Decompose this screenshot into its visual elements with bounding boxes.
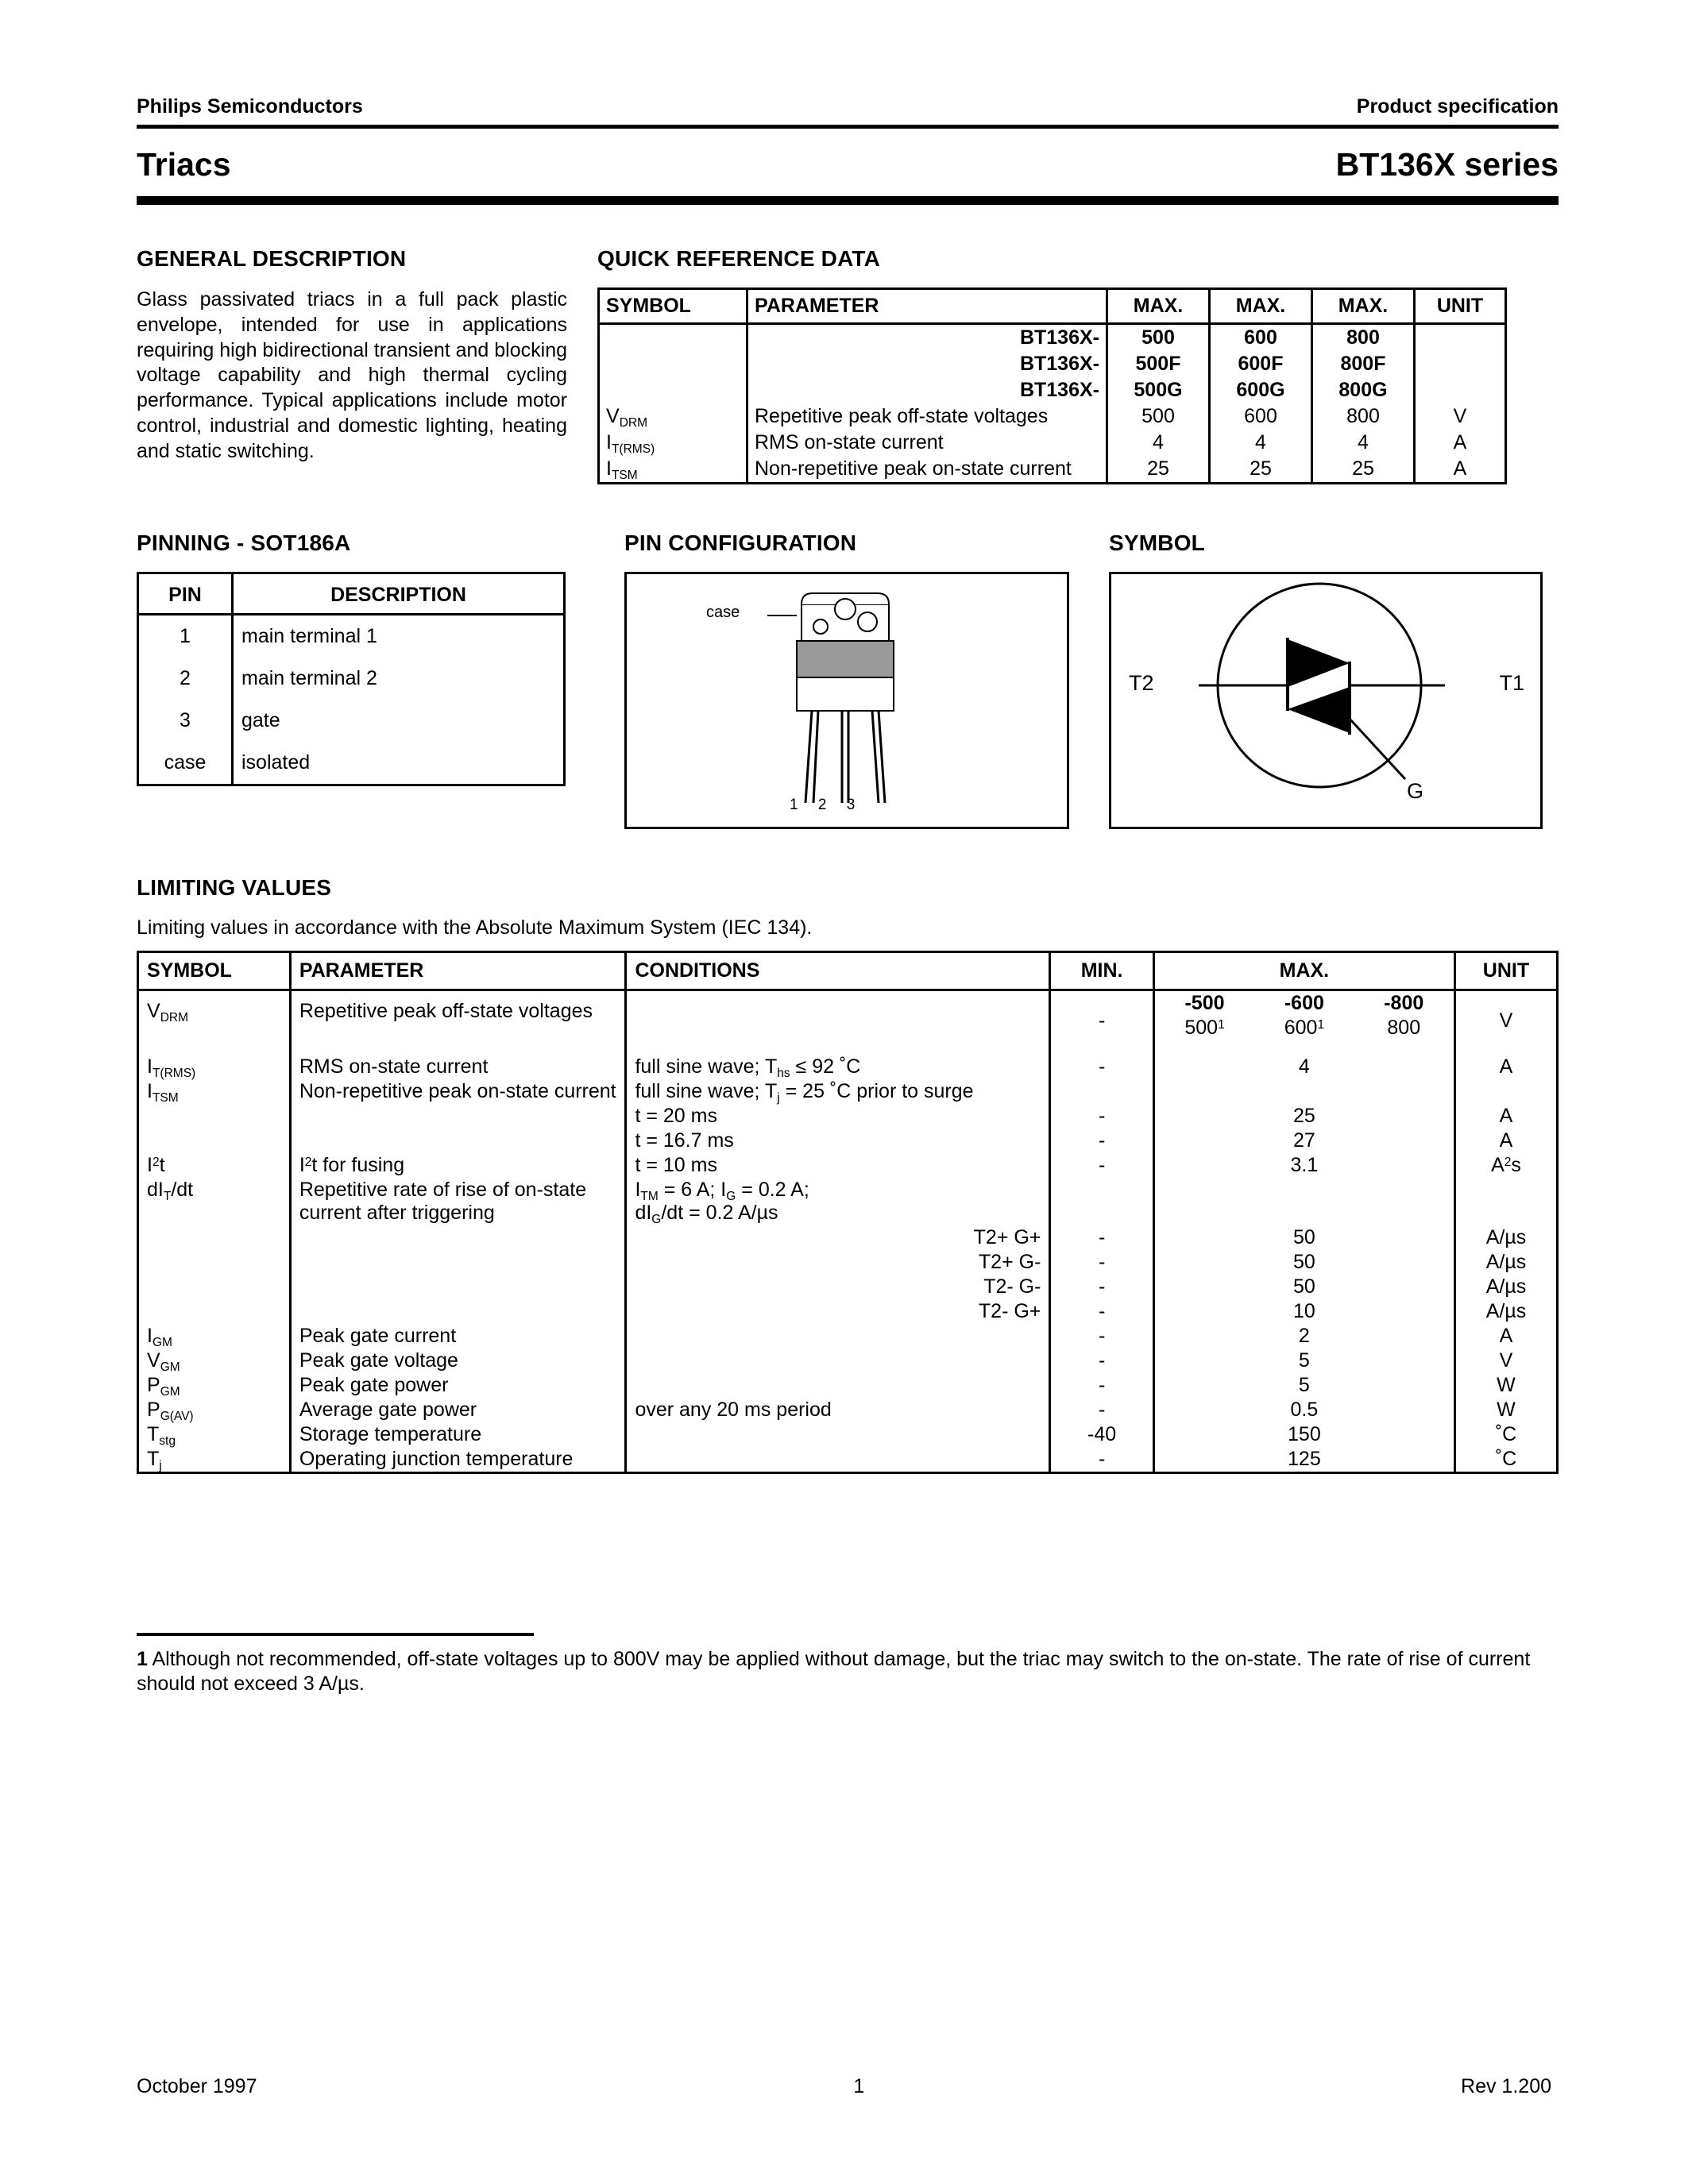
cond-1b-sub: G bbox=[726, 1189, 736, 1203]
top-section bbox=[137, 246, 1559, 484]
qrd-col-max1: MAX. bbox=[1107, 289, 1210, 324]
lv-row-vgm-conditions bbox=[626, 1349, 1050, 1373]
lv-sub-20ms-max: 25 bbox=[1153, 1104, 1454, 1129]
footnote-rule bbox=[137, 1633, 534, 1636]
lv-row-pgm-unit: W bbox=[1454, 1373, 1557, 1398]
qrd-row-1-max2: 600 bbox=[1210, 403, 1312, 430]
lv-maxhdr-800: -800 bbox=[1354, 990, 1455, 1017]
lv-quad-2-max: 50 bbox=[1153, 1250, 1454, 1275]
symbol-main: I bbox=[606, 431, 612, 453]
lv-quad-3-unit: A/µs bbox=[1454, 1275, 1557, 1299]
lv-sub-167ms-min: - bbox=[1050, 1129, 1153, 1153]
parameter-text: RMS on-state current bbox=[299, 1055, 489, 1078]
table-row bbox=[599, 430, 1506, 456]
symbol-subscript: T bbox=[163, 1189, 172, 1203]
pin-case-number: case bbox=[138, 742, 233, 785]
lv-col-parameter: PARAMETER bbox=[290, 952, 626, 990]
lv-row-didt-symbol bbox=[138, 1178, 291, 1225]
footnote-marker: 1 bbox=[1218, 1018, 1225, 1032]
table-row bbox=[599, 456, 1506, 484]
lv-row-tj-unit: ˚C bbox=[1454, 1447, 1557, 1473]
qrd-type-2-v1: 500F bbox=[1107, 351, 1210, 377]
symbol-main: P bbox=[147, 1374, 160, 1396]
lv-row-igm-unit: A bbox=[1454, 1324, 1557, 1349]
table-row bbox=[138, 742, 565, 785]
pinning-section bbox=[137, 531, 1559, 829]
lv-quad-4-parameter bbox=[290, 1299, 626, 1324]
lv-row-itrms-unit bbox=[1454, 1040, 1557, 1079]
symbol-subscript: TSM bbox=[152, 1090, 179, 1105]
footer-page-number: 1 bbox=[853, 2075, 865, 2097]
symbol-main: V bbox=[147, 1000, 160, 1022]
symbol-subscript: stg bbox=[159, 1433, 176, 1448]
table-row bbox=[138, 615, 565, 658]
qrd-col-parameter: PARAMETER bbox=[747, 289, 1107, 324]
qrd-type-name-3: BT136X- bbox=[747, 377, 1107, 403]
lv-row-vgm-parameter: Peak gate voltage bbox=[290, 1349, 626, 1373]
lv-row-i2t-max: 3.1 bbox=[1153, 1153, 1454, 1178]
pin-3-description: gate bbox=[241, 709, 280, 731]
header-rule bbox=[137, 125, 1559, 129]
lv-row-i2t-symbol bbox=[138, 1153, 291, 1178]
symbol-tail: t bbox=[159, 1154, 165, 1176]
symbol-subscript: GM bbox=[160, 1384, 180, 1399]
symbol-main: dI bbox=[147, 1179, 164, 1201]
symbol-main: T bbox=[147, 1448, 160, 1470]
lv-sub-167ms-conditions: t = 16.7 ms bbox=[626, 1129, 1050, 1153]
min-value: - bbox=[1098, 1009, 1106, 1032]
table-row bbox=[138, 1447, 1558, 1473]
qrd-type-1-v2: 600 bbox=[1210, 324, 1312, 352]
pin-2-description: main terminal 2 bbox=[241, 667, 377, 689]
qrd-row-2-unit: A bbox=[1453, 431, 1467, 453]
lv-vdrm-max-600 bbox=[1254, 1016, 1354, 1040]
lv-row-didt-conditions bbox=[626, 1178, 1050, 1225]
table-row bbox=[138, 1373, 1558, 1398]
page-content bbox=[137, 95, 1559, 1697]
lv-row-itrms-min bbox=[1050, 1040, 1153, 1079]
qrd-row-1-parameter: Repetitive peak off-state voltages bbox=[747, 403, 1107, 430]
symbol-subscript: DRM bbox=[160, 1010, 188, 1024]
pin-configuration-figure bbox=[624, 572, 1069, 829]
qrd-type-name-2: BT136X- bbox=[747, 351, 1107, 377]
lv-sub-20ms-conditions: t = 20 ms bbox=[626, 1104, 1050, 1129]
table-header-row bbox=[138, 573, 565, 615]
pinning-table bbox=[137, 572, 566, 786]
lv-quad-2-min: - bbox=[1050, 1250, 1153, 1275]
pin-col-pin: PIN bbox=[138, 573, 233, 615]
qrd-row-2-max2: 4 bbox=[1210, 430, 1312, 456]
lv-row-itsm-symbol bbox=[138, 1079, 291, 1104]
lv-row-i2t-conditions: t = 10 ms bbox=[626, 1153, 1050, 1178]
table-row bbox=[138, 1129, 1558, 1153]
lv-row-pgm-min: - bbox=[1050, 1373, 1153, 1398]
symbol-figure bbox=[1109, 572, 1543, 829]
lv-row-itrms-conditions bbox=[626, 1040, 1050, 1079]
lv-quad-3-label: T2- G- bbox=[626, 1275, 1050, 1299]
lv-row-itrms-parameter bbox=[290, 1040, 626, 1079]
lv-row-pgm-max: 5 bbox=[1153, 1373, 1454, 1398]
table-row bbox=[138, 700, 565, 742]
lv-sub-167ms-symbol bbox=[138, 1129, 291, 1153]
limiting-values-block bbox=[137, 875, 1559, 1474]
lv-row-vdrm-unit bbox=[1454, 990, 1557, 1041]
lv-row-vgm-symbol bbox=[138, 1349, 291, 1373]
lv-quad-4-symbol bbox=[138, 1299, 291, 1324]
condition-rest: = 25 ˚C prior to surge bbox=[779, 1080, 974, 1102]
page-title: Triacs bbox=[137, 146, 231, 183]
lv-row-pgm-conditions bbox=[626, 1373, 1050, 1398]
lv-row-vdrm-symbol bbox=[138, 990, 291, 1041]
lv-quad-1-unit: A/µs bbox=[1454, 1225, 1557, 1250]
lv-quad-2-parameter bbox=[290, 1250, 626, 1275]
pin-col-description: DESCRIPTION bbox=[233, 573, 565, 615]
lv-row-vdrm-conditions bbox=[626, 990, 1050, 1041]
lv-sub-20ms-min: - bbox=[1050, 1104, 1153, 1129]
lv-row-pgav-parameter: Average gate power bbox=[290, 1398, 626, 1422]
general-description-block bbox=[137, 246, 597, 484]
quick-reference-heading: QUICK REFERENCE DATA bbox=[597, 246, 881, 271]
title-rule bbox=[137, 196, 1559, 205]
exponent: 2 bbox=[1504, 1156, 1512, 1170]
lv-row-igm-max: 2 bbox=[1153, 1324, 1454, 1349]
document-type: Product specification bbox=[1356, 95, 1559, 118]
qrd-type-row bbox=[599, 324, 1506, 352]
lv-col-symbol: SYMBOL bbox=[138, 952, 291, 990]
condition-rest: ≤ 92 ˚C bbox=[790, 1055, 861, 1078]
footnote-text: Although not recommended, off-state voltages up to 800V may be applied without damage, but the triac may switch to the on-state. The rate of rise of current should not exceed 3 A/µs. bbox=[137, 1648, 1531, 1696]
footnote-number: 1 bbox=[137, 1648, 148, 1670]
quick-reference-block bbox=[597, 246, 1559, 484]
table-row bbox=[138, 1398, 1558, 1422]
max-value: 4 bbox=[1298, 1055, 1310, 1078]
condition-text: full sine wave; T bbox=[635, 1055, 778, 1078]
lv-row-pgav-conditions: over any 20 ms period bbox=[626, 1398, 1050, 1422]
qrd-type-3-v1: 500G bbox=[1107, 377, 1210, 403]
triac-symbol-drawing bbox=[1111, 574, 1540, 827]
qrd-row-1-unit: V bbox=[1453, 405, 1467, 427]
gate-label: G bbox=[1407, 779, 1424, 803]
qrd-row-3-max3: 25 bbox=[1312, 456, 1415, 484]
lv-row-didt-max bbox=[1153, 1178, 1454, 1225]
qrd-row-2-max1: 4 bbox=[1107, 430, 1210, 456]
footer-revision: Rev 1.200 bbox=[1461, 2075, 1551, 2097]
qrd-type-3-v2: 600G bbox=[1210, 377, 1312, 403]
table-row bbox=[138, 990, 1558, 1017]
max-500-value: 500 bbox=[1184, 1017, 1219, 1039]
lv-col-max: MAX. bbox=[1153, 952, 1454, 990]
terminal-t1-label: T1 bbox=[1499, 671, 1524, 695]
symbol-subscript: DRM bbox=[619, 415, 647, 430]
qrd-spacer-2 bbox=[1415, 324, 1506, 352]
lv-row-tj-max: 125 bbox=[1153, 1447, 1454, 1473]
table-row bbox=[138, 1079, 1558, 1104]
lv-row-tj-parameter: Operating junction temperature bbox=[290, 1447, 626, 1473]
lv-row-pgav-min: - bbox=[1050, 1398, 1153, 1422]
lv-row-igm-symbol bbox=[138, 1324, 291, 1349]
lv-row-tstg-max: 150 bbox=[1153, 1422, 1454, 1447]
symbol-subscript: GM bbox=[152, 1335, 172, 1349]
lv-row-itsm-min bbox=[1050, 1079, 1153, 1104]
qrd-type-2-v3: 800F bbox=[1312, 351, 1415, 377]
limiting-values-note: Limiting values in accordance with the Absolute Maximum System (IEC 134). bbox=[137, 916, 813, 939]
series-title: BT136X series bbox=[1335, 146, 1559, 183]
case-label: case bbox=[706, 604, 740, 621]
page-header bbox=[137, 95, 1559, 118]
symbol-subscript: GM bbox=[160, 1360, 180, 1374]
qrd-type-row bbox=[599, 351, 1506, 377]
table-row bbox=[138, 1250, 1558, 1275]
lv-quad-3-parameter bbox=[290, 1275, 626, 1299]
qrd-col-unit: UNIT bbox=[1415, 289, 1506, 324]
condition-line-2 bbox=[635, 1202, 1041, 1225]
symbol-subscript: G(AV) bbox=[160, 1409, 194, 1423]
qrd-row-2-max3: 4 bbox=[1312, 430, 1415, 456]
lv-sub-20ms-parameter bbox=[290, 1104, 626, 1129]
lv-row-tj-symbol bbox=[138, 1447, 291, 1473]
lv-row-itrms-max bbox=[1153, 1040, 1454, 1079]
condition-line-1 bbox=[635, 1179, 1041, 1202]
table-row bbox=[138, 1422, 1558, 1447]
lv-sub-20ms-symbol bbox=[138, 1104, 291, 1129]
table-row bbox=[138, 1225, 1558, 1250]
lv-quad-2-label: T2+ G- bbox=[626, 1250, 1050, 1275]
table-row bbox=[599, 403, 1506, 430]
lv-row-vdrm-parameter bbox=[290, 990, 626, 1041]
lv-row-itrms-symbol bbox=[138, 1040, 291, 1079]
lv-quad-1-min: - bbox=[1050, 1225, 1153, 1250]
company-name: Philips Semiconductors bbox=[137, 95, 363, 118]
lv-row-igm-conditions bbox=[626, 1324, 1050, 1349]
qrd-col-max2: MAX. bbox=[1210, 289, 1312, 324]
table-row bbox=[138, 1324, 1558, 1349]
footnote bbox=[137, 1647, 1559, 1697]
qrd-row-1-max1: 500 bbox=[1107, 403, 1210, 430]
cond-1c: = 0.2 A; bbox=[736, 1179, 809, 1201]
title-row bbox=[137, 146, 1559, 183]
cond-2a: dI bbox=[635, 1202, 652, 1224]
pin-1-description: main terminal 1 bbox=[241, 625, 377, 647]
table-row bbox=[138, 1153, 1558, 1178]
table-row bbox=[138, 1275, 1558, 1299]
table-row bbox=[138, 658, 565, 700]
footer-date: October 1997 bbox=[137, 2075, 257, 2097]
cond-2b: /dt = 0.2 A/µs bbox=[661, 1202, 778, 1224]
unit-value: V bbox=[1499, 1009, 1513, 1032]
qrd-col-symbol: SYMBOL bbox=[599, 289, 747, 324]
symbol-main: V bbox=[606, 405, 620, 427]
symbol-superscript: 2 bbox=[152, 1156, 160, 1170]
qrd-col-max3: MAX. bbox=[1312, 289, 1415, 324]
lv-quad-1-symbol bbox=[138, 1225, 291, 1250]
footnote-marker: 1 bbox=[1317, 1018, 1325, 1032]
limiting-values-table bbox=[137, 951, 1559, 1474]
min-value: - bbox=[1098, 1055, 1106, 1078]
symbol-main: T bbox=[147, 1423, 160, 1445]
lv-row-vgm-min: - bbox=[1050, 1349, 1153, 1373]
qrd-row-3-symbol bbox=[599, 456, 747, 484]
qrd-row-1-symbol bbox=[599, 403, 747, 430]
cond-1a: I bbox=[635, 1179, 641, 1201]
lv-row-igm-min: - bbox=[1050, 1324, 1153, 1349]
symbol-main: V bbox=[147, 1349, 160, 1372]
lv-quad-3-max: 50 bbox=[1153, 1275, 1454, 1299]
qrd-spacer-6 bbox=[1415, 377, 1506, 403]
table-row bbox=[138, 1178, 1558, 1225]
lv-row-pgav-unit: W bbox=[1454, 1398, 1557, 1422]
condition-subscript: hs bbox=[777, 1066, 790, 1080]
terminal-t2-label: T2 bbox=[1129, 671, 1154, 695]
table-header-row bbox=[599, 289, 1506, 324]
qrd-row-3-unit: A bbox=[1453, 457, 1467, 480]
lv-row-pgav-max: 0.5 bbox=[1153, 1398, 1454, 1422]
symbol-subscript: j bbox=[159, 1458, 162, 1472]
qrd-row-1-max3: 800 bbox=[1312, 403, 1415, 430]
lv-row-pgm-parameter: Peak gate power bbox=[290, 1373, 626, 1398]
unit-value: A bbox=[1499, 1055, 1513, 1078]
lv-quad-3-symbol bbox=[138, 1275, 291, 1299]
lv-sub-167ms-max: 27 bbox=[1153, 1129, 1454, 1153]
table-row bbox=[138, 1299, 1558, 1324]
cond-1a-sub: TM bbox=[640, 1189, 659, 1203]
qrd-spacer-4 bbox=[1415, 351, 1506, 377]
lv-row-i2t-unit: $A^2s$ bbox=[1454, 1153, 1557, 1178]
exponent: 2 bbox=[304, 1156, 312, 1170]
lv-row-tj-conditions bbox=[626, 1447, 1050, 1473]
qrd-row-3-max2: 25 bbox=[1210, 456, 1312, 484]
pin-configuration-block bbox=[624, 531, 1069, 829]
symbol-main: I bbox=[147, 1055, 153, 1078]
table-row bbox=[138, 1104, 1558, 1129]
lv-quad-1-parameter bbox=[290, 1225, 626, 1250]
qrd-type-1-v3: 800 bbox=[1312, 324, 1415, 352]
lv-row-itsm-parameter: Non-repetitive peak on-state current bbox=[290, 1079, 626, 1104]
lv-row-vgm-unit: V bbox=[1454, 1349, 1557, 1373]
pin-number-labels: 1 2 3 bbox=[790, 797, 863, 813]
symbol-subscript: TSM bbox=[611, 468, 638, 482]
lv-row-itsm-max bbox=[1153, 1079, 1454, 1104]
max-600-value: 600 bbox=[1284, 1017, 1318, 1039]
symbol-main: I bbox=[147, 1154, 153, 1176]
qrd-row-2-parameter: RMS on-state current bbox=[747, 430, 1107, 456]
qrd-spacer-3 bbox=[599, 351, 747, 377]
lv-col-min: MIN. bbox=[1050, 952, 1153, 990]
table-row bbox=[138, 1040, 1558, 1079]
lv-quad-1-max: 50 bbox=[1153, 1225, 1454, 1250]
qrd-type-2-v2: 600F bbox=[1210, 351, 1312, 377]
lv-vdrm-max-800: 800 bbox=[1354, 1016, 1455, 1040]
lv-quad-4-unit: A/µs bbox=[1454, 1299, 1557, 1324]
symbol-tail: /dt bbox=[171, 1179, 194, 1201]
lv-row-pgav-symbol bbox=[138, 1398, 291, 1422]
lv-maxhdr-600: -600 bbox=[1254, 990, 1354, 1017]
qrd-type-name-1: BT136X- bbox=[747, 324, 1107, 352]
package-outline-drawing bbox=[627, 574, 1067, 827]
condition-text: full sine wave; T bbox=[635, 1080, 778, 1102]
lv-row-vdrm-min bbox=[1050, 990, 1153, 1041]
pinning-heading: PINNING - SOT186A bbox=[137, 531, 351, 555]
pin-case-description: isolated bbox=[241, 751, 311, 774]
lv-row-didt-min bbox=[1050, 1178, 1153, 1225]
general-description-text: Glass passivated triacs in a full pack plastic envelope, intended for use in applications requiring high bidirectional transient and blocking voltage capability and high thermal cycling performance. Typical applications include motor control, industrial and domestic lighting, heating and static switching. bbox=[137, 288, 568, 462]
symbol-subscript: T(RMS) bbox=[152, 1066, 196, 1080]
qrd-type-1-v1: 500 bbox=[1107, 324, 1210, 352]
pin-2-number: 2 bbox=[138, 658, 233, 700]
lv-quad-2-unit: A/µs bbox=[1454, 1250, 1557, 1275]
table-header-row bbox=[138, 952, 1558, 990]
lv-row-tstg-min: -40 bbox=[1050, 1422, 1153, 1447]
lv-sub-167ms-parameter bbox=[290, 1129, 626, 1153]
lv-row-didt-unit bbox=[1454, 1178, 1557, 1225]
lv-quad-4-label: T2- G+ bbox=[626, 1299, 1050, 1324]
table-row bbox=[138, 1349, 1558, 1373]
lv-row-vgm-max: 5 bbox=[1153, 1349, 1454, 1373]
qrd-row-2-symbol bbox=[599, 430, 747, 456]
lv-row-i2t-min: - bbox=[1050, 1153, 1153, 1178]
lv-row-tstg-conditions bbox=[626, 1422, 1050, 1447]
lv-sub-20ms-unit: A bbox=[1454, 1104, 1557, 1129]
symbol-subscript: T(RMS) bbox=[611, 442, 655, 456]
quick-reference-table bbox=[597, 287, 1507, 484]
cond-2a-sub: G bbox=[651, 1212, 662, 1226]
lv-row-tstg-unit: ˚C bbox=[1454, 1422, 1557, 1447]
parameter-text: Repetitive peak off-state voltages bbox=[299, 1000, 593, 1022]
limiting-values-heading: LIMITING VALUES bbox=[137, 875, 332, 900]
symbol-main: I bbox=[147, 1080, 153, 1102]
symbol-main: I bbox=[147, 1325, 153, 1347]
lv-sub-167ms-unit: A bbox=[1454, 1129, 1557, 1153]
lv-quad-3-min: - bbox=[1050, 1275, 1153, 1299]
general-description-heading: GENERAL DESCRIPTION bbox=[137, 246, 407, 271]
lv-row-tstg-parameter: Storage temperature bbox=[290, 1422, 626, 1447]
lv-row-itsm-unit bbox=[1454, 1079, 1557, 1104]
lv-row-tstg-symbol bbox=[138, 1422, 291, 1447]
pin-configuration-heading: PIN CONFIGURATION bbox=[624, 531, 857, 555]
qrd-row-3-max1: 25 bbox=[1107, 456, 1210, 484]
symbol-main: P bbox=[147, 1399, 160, 1421]
qrd-type-row bbox=[599, 377, 1506, 403]
cond-1b: = 6 A; I bbox=[658, 1179, 727, 1201]
condition-subscript: j bbox=[777, 1090, 780, 1105]
lv-quad-4-max: 10 bbox=[1153, 1299, 1454, 1324]
lv-quad-1-label: T2+ G+ bbox=[626, 1225, 1050, 1250]
qrd-row-3-parameter: Non-repetitive peak on-state current bbox=[747, 456, 1107, 484]
lv-quad-4-min: - bbox=[1050, 1299, 1153, 1324]
qrd-type-3-v3: 800G bbox=[1312, 377, 1415, 403]
pin-3-number: 3 bbox=[138, 700, 233, 742]
qrd-spacer-1 bbox=[599, 324, 747, 352]
symbol-block bbox=[1109, 531, 1559, 829]
lv-vdrm-max-500 bbox=[1153, 1016, 1254, 1040]
lv-row-didt-parameter: Repetitive rate of rise of on-state current after triggering bbox=[290, 1178, 626, 1225]
symbol-main: I bbox=[606, 457, 612, 480]
lv-quad-2-symbol bbox=[138, 1250, 291, 1275]
lv-maxhdr-500: -500 bbox=[1153, 990, 1254, 1017]
lv-row-tj-min: - bbox=[1050, 1447, 1153, 1473]
lv-col-unit: UNIT bbox=[1454, 952, 1557, 990]
lv-col-conditions: CONDITIONS bbox=[626, 952, 1050, 990]
lv-row-i2t-parameter: $I^2t$ for fusing bbox=[290, 1153, 626, 1178]
page-footer bbox=[137, 2075, 1551, 2098]
lv-row-pgm-symbol bbox=[138, 1373, 291, 1398]
symbol-heading: SYMBOL bbox=[1109, 531, 1205, 555]
lv-row-itsm-conditions bbox=[626, 1079, 1050, 1104]
pinning-block bbox=[137, 531, 599, 829]
lv-row-igm-parameter: Peak gate current bbox=[290, 1324, 626, 1349]
pin-1-number: 1 bbox=[138, 615, 233, 658]
qrd-spacer-5 bbox=[599, 377, 747, 403]
